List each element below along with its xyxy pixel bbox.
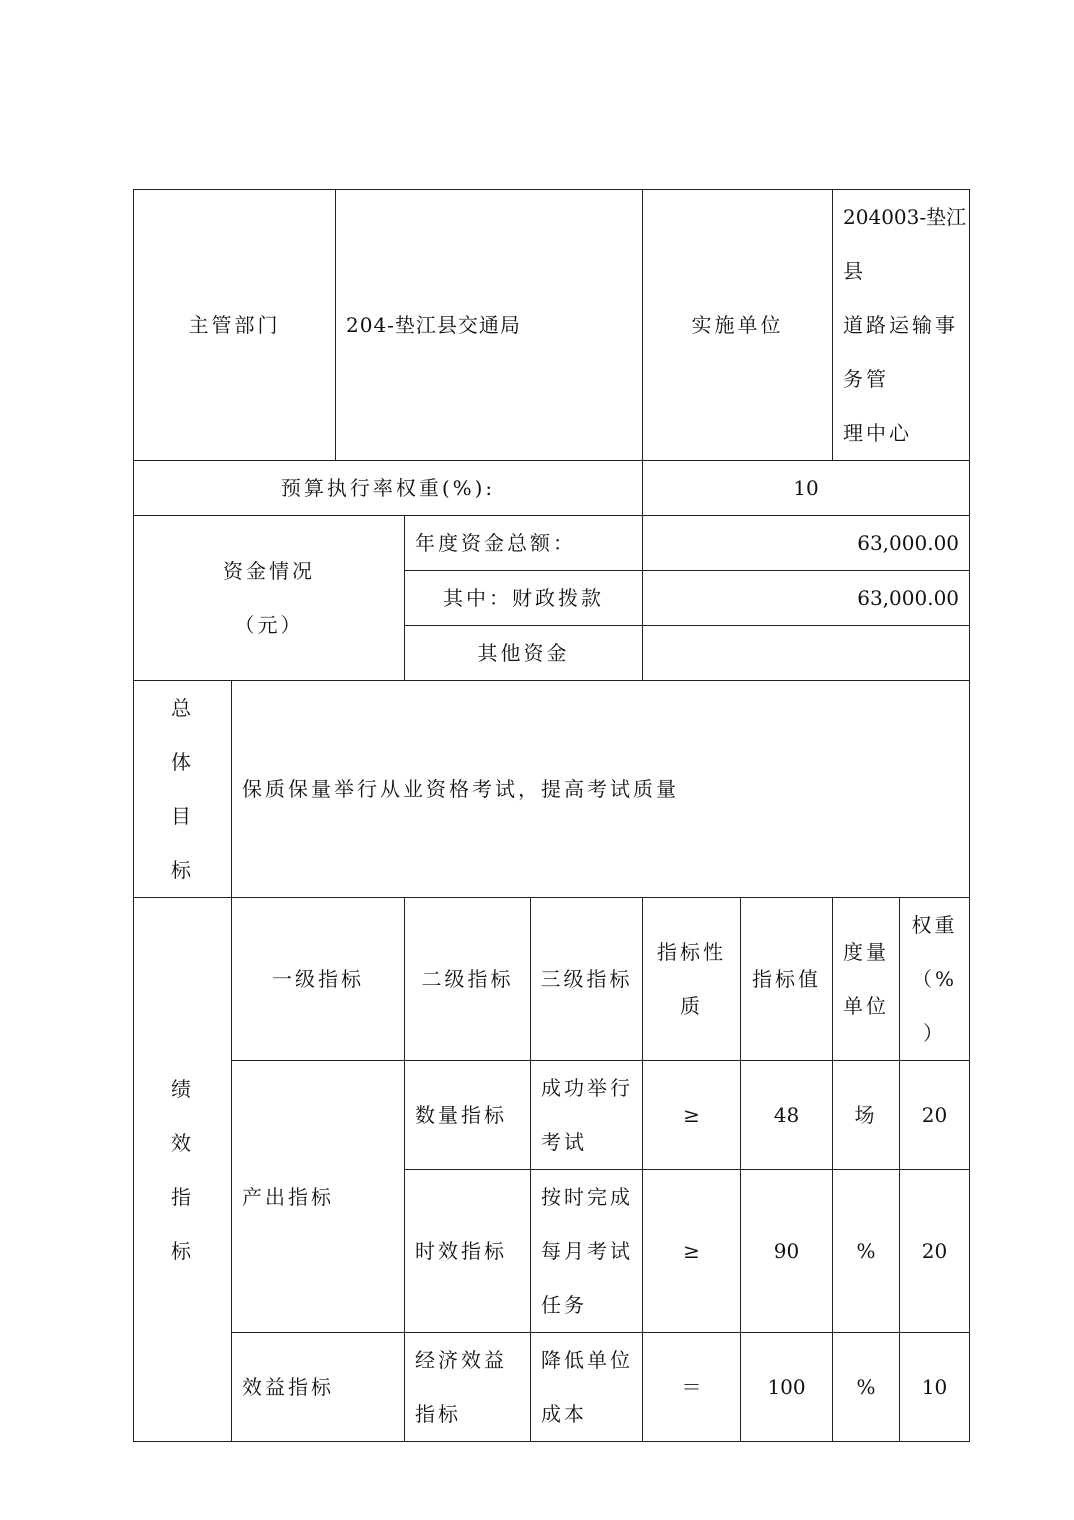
performance-label-char: 标 xyxy=(171,1238,194,1263)
header-unit xyxy=(833,898,900,1061)
level3-line: 降低单位 xyxy=(541,1348,633,1372)
output-label: 产出指标 xyxy=(232,1061,405,1333)
header-unit-line: 度量 xyxy=(843,940,890,964)
header-level2: 二级指标 xyxy=(405,898,531,1061)
level3-line: 成本 xyxy=(541,1402,587,1426)
level3-line: 考试 xyxy=(541,1130,587,1154)
header-weight-line: 权重 xyxy=(911,913,958,937)
level2-line: 指标 xyxy=(415,1402,461,1426)
level2-cell: 数量指标 xyxy=(405,1061,531,1170)
funds-row-value: 63,000.00 xyxy=(643,571,970,626)
performance-label-char: 指 xyxy=(171,1184,194,1209)
unit-value-line: 理中心 xyxy=(843,421,913,445)
level2-cell xyxy=(405,1333,531,1442)
performance-label-char: 效 xyxy=(171,1130,194,1155)
header-nature-line: 质 xyxy=(680,994,704,1018)
goal-label-char: 体 xyxy=(171,750,194,774)
header-weight-line: （% xyxy=(912,967,958,991)
nature-cell: ≥ xyxy=(643,1170,741,1333)
goal-text: 保质保量举行从业资格考试，提高考试质量 xyxy=(232,681,970,898)
header-level1: 一级指标 xyxy=(232,898,405,1061)
budget-rate-label: 预算执行率权重(%): xyxy=(134,461,643,516)
level3-cell xyxy=(531,1333,643,1442)
level3-line: 成功举行 xyxy=(541,1076,633,1100)
header-weight-line: ） xyxy=(923,1021,947,1045)
unit-cell: % xyxy=(833,1170,900,1333)
unit-value-line: 道路运输事务管 xyxy=(843,313,959,391)
level3-line: 任务 xyxy=(541,1293,587,1317)
funds-label-line: （元） xyxy=(234,613,304,637)
level3-line: 按时完成 xyxy=(541,1185,633,1209)
header-value: 指标值 xyxy=(741,898,833,1061)
level2-cell: 时效指标 xyxy=(405,1170,531,1333)
funds-label xyxy=(134,516,405,681)
unit-value-line: 204003-垫江县 xyxy=(843,205,967,283)
level3-cell xyxy=(531,1061,643,1170)
header-unit-line: 单位 xyxy=(843,994,890,1018)
unit-cell: 场 xyxy=(833,1061,900,1170)
header-nature-line: 指标性 xyxy=(657,940,727,964)
weight-cell: 20 xyxy=(900,1061,970,1170)
header-weight xyxy=(900,898,970,1061)
funds-row-value: 63,000.00 xyxy=(643,516,970,571)
header-level3: 三级指标 xyxy=(531,898,643,1061)
budget-rate-value: 10 xyxy=(643,461,970,516)
performance-target-table xyxy=(133,189,970,1442)
weight-cell: 20 xyxy=(900,1170,970,1333)
funds-label-line: 资金情况 xyxy=(223,559,315,583)
funds-row-value xyxy=(643,626,970,681)
value-cell: 100 xyxy=(741,1333,833,1442)
dept-label: 主管部门 xyxy=(134,190,336,461)
goal-label xyxy=(134,681,232,898)
dept-value: 204-垫江县交通局 xyxy=(336,190,643,461)
nature-cell: ≥ xyxy=(643,1061,741,1170)
level2-line: 经济效益 xyxy=(415,1348,507,1372)
level3-line: 每月考试 xyxy=(541,1239,633,1263)
unit-label: 实施单位 xyxy=(643,190,833,461)
funds-row-label: 其中：财政拨款 xyxy=(405,571,643,626)
goal-label-char: 标 xyxy=(171,858,194,882)
value-cell: 90 xyxy=(741,1170,833,1333)
nature-cell: ＝ xyxy=(643,1333,741,1442)
weight-cell: 10 xyxy=(900,1333,970,1442)
funds-row-label: 其他资金 xyxy=(405,626,643,681)
level3-cell xyxy=(531,1170,643,1333)
funds-row-label: 年度资金总额： xyxy=(405,516,643,571)
performance-label xyxy=(134,898,232,1442)
value-cell: 48 xyxy=(741,1061,833,1170)
unit-value xyxy=(833,190,970,461)
unit-cell: % xyxy=(833,1333,900,1442)
header-nature xyxy=(643,898,741,1061)
performance-label-char: 绩 xyxy=(171,1076,194,1101)
benefit-label: 效益指标 xyxy=(232,1333,405,1442)
goal-label-char: 总 xyxy=(171,696,194,720)
goal-label-char: 目 xyxy=(171,804,194,828)
